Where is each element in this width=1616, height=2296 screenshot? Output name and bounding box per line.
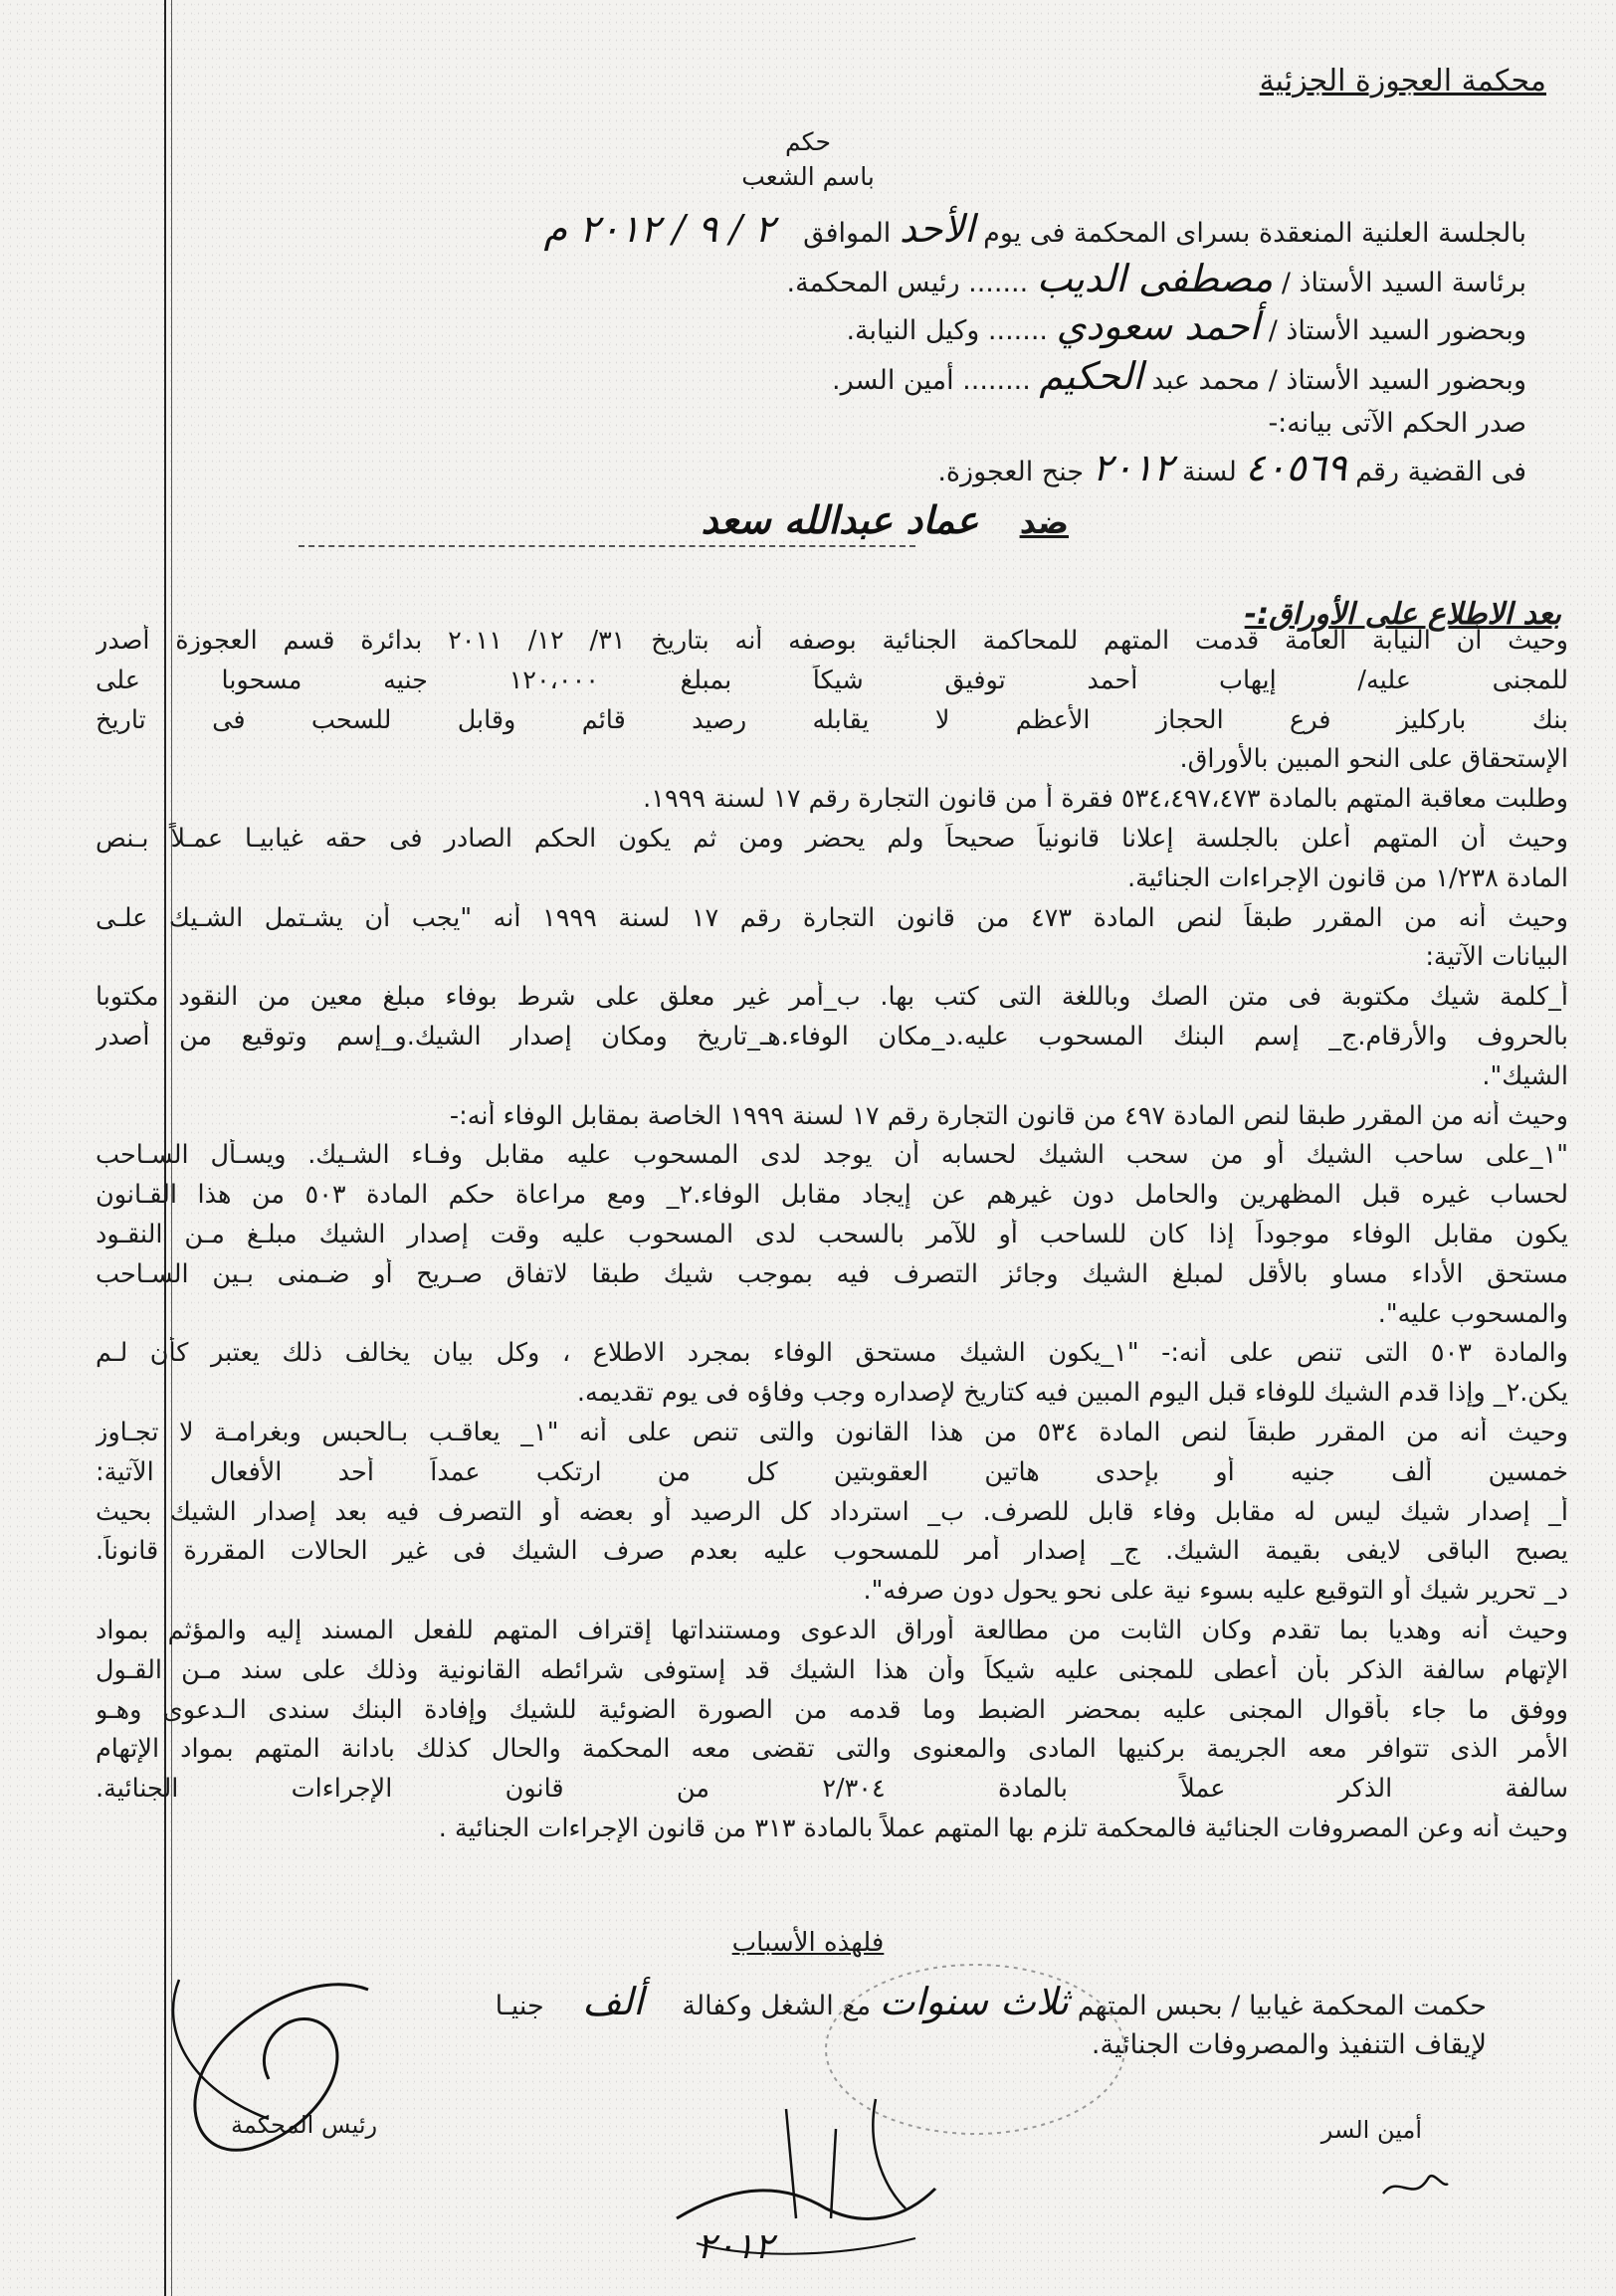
body-line: والمادة ٥٠٣ التى تنص على أنه:- "١_يكون الشيك مستحق الوفاء بمجرد الاطلاع ، وكل بيان يخالف ذلك يعتبر كأن لـم (96, 1338, 1568, 1368)
case-label: فى القضية رقم (1355, 457, 1526, 487)
clerk-line (832, 354, 1526, 398)
section-heading: بعد الاطلاع على الأوراق:- (1244, 597, 1561, 632)
body-line: د_ تحرير شيك أو التوقيع عليه بسوء نية على نحو يحول دون صرفه". (863, 1576, 1568, 1606)
body-line: البيانات الآتية: (1425, 942, 1568, 972)
session-line (543, 207, 1526, 251)
judge-name: مصطفى الديب (1036, 257, 1274, 300)
against-divider (299, 545, 915, 547)
clerk-initials (1373, 2154, 1453, 2213)
judge-role: ....... رئيس المحكمة. (786, 268, 1029, 298)
judgment-title: حكم (785, 127, 831, 156)
against-line (702, 497, 1069, 542)
case-type: جنح العجوزة. (937, 457, 1085, 487)
body-line: وحيث أنه وعن المصروفات الجنائية فالمحكمة تلزم بها المتهم عملاً بالمادة ٣١٣ من قانون الإجراءات الجنائية . (438, 1814, 1568, 1843)
president-signature-label: رئيس المحكمة (231, 2111, 378, 2139)
body-line: بنك باركليز فرع الحجاز الأعظم لا يقابله رصيد قائم وقابل للسحب فى تاريخ (96, 705, 1568, 735)
session-text: بالجلسة العلنية المنعقدة بسراى المحكمة فى يوم (983, 218, 1526, 249)
currency: جنيـا (495, 1991, 544, 2021)
ruling-intro: صدر الحكم الآتى بيانه:- (1268, 408, 1526, 439)
case-year: ٢٠١٢ (1092, 446, 1174, 489)
sentence-years: ثلاث سنوات (879, 1980, 1070, 2023)
bail-amount: ألف (582, 1980, 644, 2023)
body-line: وحيث أن المتهم أعلن بالجلسة إعلانا قانونياً صحيحاً ولم يحضر ومن ثم يكون الحكم الصادر فى حقه غيابيـا عمـلاً بـنص (96, 824, 1568, 854)
clerk-signature-label: أمين السر (1320, 2116, 1422, 2144)
bail-text: مع الشغل وكفالة (682, 1991, 872, 2021)
body-line: وحيث أنه من المقرر طبقاً لنص المادة ٤٧٣ من قانون التجارة رقم ١٧ لسنة ١٩٩٩ أنه "يجب أن يشـتمل الشـيك علـى (96, 903, 1568, 933)
prosecutor-line (846, 304, 1526, 348)
signature-date: ٢٠١٢ (697, 2226, 774, 2267)
session-date: ٢ / ٩ / ٢٠١٢ م (543, 207, 775, 251)
verdict-text: حكمت المحكمة غيابيا / بحبس المتهم (1077, 1991, 1487, 2021)
prosecutor-label: وبحضور السيد الأستاذ / (1268, 315, 1526, 346)
body-line: أ_ إصدار شيك ليس له مقابل وفاء قابل للصرف. ب_ استرداد كل الرصيد أو بعضه أو التصرف فيه بعد إصدار الشيك بحيث (96, 1497, 1568, 1527)
body-line: للمجنى عليه/ إيهاب أحمد توفيق شيكاً بمبلغ ١٢٠،٠٠٠ جنيه مسحوبا على (96, 666, 1568, 695)
prosecutor-role: ....... وكيل النيابة. (846, 315, 1048, 346)
prosecutor-name: أحمد سعودي (1056, 304, 1261, 348)
president-signature (119, 1950, 458, 2208)
session-day: الأحد (899, 207, 975, 251)
presided-label: برئاسة السيد الأستاذ / (1281, 268, 1526, 298)
body-line: وحيث أنه من المقرر طبقاً لنص المادة ٥٣٤ من هذا القانون والتى تنص على أنه "١_ يعاقـب بـالحبس وبغرامـة لا تجـاوز (96, 1418, 1568, 1447)
body-line: يكن.٢_ وإذا قدم الشيك للوفاء قبل اليوم المبين فيه كتاريخ لإصداره وجب وفاؤه فى يوم تقديمه. (576, 1378, 1568, 1408)
body-line: "١_على ساحب الشيك أو من سحب الشيك لحسابه أن يوجد لدى المسحوب عليه مقابل وفـاء الشـيك. ويسـأل السـاحب (96, 1140, 1568, 1170)
body-line: الإستحقاق على النحو المبين بالأوراق. (1179, 744, 1568, 774)
body-line: يصبح الباقى لايفى بقيمة الشيك. ج_ إصدار أمر للمسحوب عليه بعدم صرف الشيك فى غير الحالات المقررة قانوناً. (96, 1536, 1568, 1566)
body-line: وحيث أنه وهديا بما تقدم وكان الثابت من مطالعة أوراق الدعوى ومستنداتها إقتراف المتهم للفعل المسند إليه والمؤثم بمواد (96, 1616, 1568, 1645)
body-line: وطلبت معاقبة المتهم بالمادة ٥٣٤،٤٩٧،٤٧٣ فقرة أ من قانون التجارة رقم ١٧ لسنة ١٩٩٩. (643, 784, 1568, 814)
court-name: محكمة العجوزة الجزئية (1259, 64, 1546, 98)
verdict-line-2: لإيقاف التنفيذ والمصروفات الجنائية. (1091, 2029, 1487, 2060)
body-line: ووفق ما جاء بأقوال المجنى عليه بمحضر الضبط وما قدمه من الصورة الضوئية للشيك وإفادة البنك سندى الـدعوى وهـو (96, 1695, 1568, 1725)
case-number-line (937, 446, 1526, 489)
case-number: ٤٠٥٦٩ (1245, 446, 1347, 489)
judgment-subtitle: باسم الشعب (741, 162, 875, 191)
body-line: والمسحوب عليه". (1377, 1299, 1568, 1329)
clerk-label: وبحضور السيد الأستاذ / محمد عبد (1151, 365, 1526, 396)
verdict-heading: فلهذه الأسباب (731, 1928, 885, 1958)
body-line: بالحروف والأرقام.ج_ إسم البنك المسحوب عليه.د_مكان الوفاء.هـ_تاريخ ومكان إصدار الشيك.و_إسم وتوقيع من أصدر (96, 1022, 1568, 1052)
body-line: المادة ١/٢٣٨ من قانون الإجراءات الجنائية. (1126, 863, 1568, 893)
body-line: أ_كلمة شيك مكتوبة فى متن الصك وباللغة التى كتب بها. ب_أمر غير معلق على شرط بوفاء مبلغ معين من النقود مكتوبا (96, 982, 1568, 1012)
stamp-circle (816, 1950, 1134, 2149)
body-line: لحساب غيره قبل المظهرين والحامل دون غيرهم عن إيجاد مقابل الوفاء.٢_ ومع مراعاة حكم المادة ٥٠٣ من هذا القـانون (96, 1180, 1568, 1210)
body-line: الإتهام سالفة الذكر بأن أعطى للمجنى عليه شيكاً وأن هذا الشيك قد إستوفى شرائطه القانونية وذلك على سند مـن القـول (96, 1655, 1568, 1685)
clerk-name: الحكيم (1039, 354, 1143, 398)
body-line: خمسين ألف جنيه أو بإحدى هاتين العقوبتين كل من ارتكب عمداً أحد الأفعال الآتية: (96, 1457, 1568, 1487)
body-line: مستحق الأداء مساو بالأقل لمبلغ الشيك وجائز التصرف فيه بموجب شيك طبقا لاتفاق صـريح أو ضـمنى بـين السـاحب (96, 1259, 1568, 1289)
body-line: يكون مقابل الوفاء موجوداً إذا كان للساحب أو للآمر بالسحب لدى المسحوب عليه وقت إصدار الشيك مبلـغ مـن النقـود (96, 1220, 1568, 1249)
body-line: الشيك". (1482, 1061, 1568, 1091)
defendant-name: عماد عبدالله سعد (701, 497, 979, 542)
body-line: الأمر الذى تتوافر معه الجريمة بركنيها المادى والمعنوى والتى تقضى معه المحكمة والحال كذلك بادانة المتهم بمواد الإتهام (96, 1734, 1568, 1764)
year-label: لسنة (1181, 457, 1237, 487)
against-label: ضد (1019, 503, 1069, 541)
body-line: وحيث أن النيابة العامة قدمت المتهم للمحاكمة الجنائية بوصفه أنه بتاريخ ٣١/ ١٢/ ٢٠١١ بدائرة قسم العجوزة أصدر (96, 626, 1568, 656)
body-line: سالفة الذكر عملاً بالمادة ٢/٣٠٤ من قانون الإجراءات الجنائية. (96, 1774, 1568, 1804)
session-agreed: الموافق (803, 218, 892, 249)
presiding-judge-line (787, 257, 1527, 300)
body-line: وحيث أنه من المقرر طبقا لنص المادة ٤٩٧ من قانون التجارة رقم ١٧ لسنة ١٩٩٩ الخاصة بمقابل الوفاء أنه:- (449, 1101, 1568, 1131)
clerk-role: ........ أمين السر. (832, 365, 1031, 396)
